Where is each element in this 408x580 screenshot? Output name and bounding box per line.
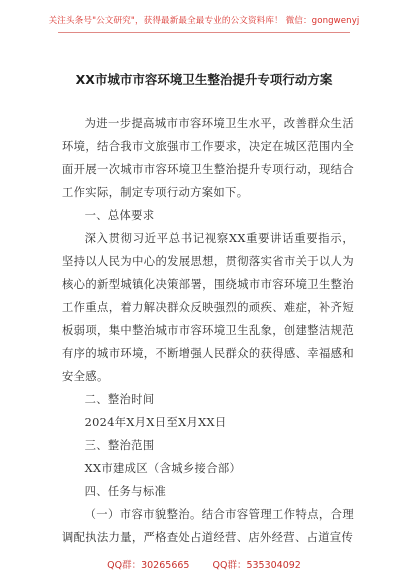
section-heading-general: 一、总体要求: [84, 209, 155, 222]
document-body: [62, 112, 354, 549]
header-notice: 关注头条号"公文研究"，获得最新最全最专业的公文资料库！ 微信：gongwenyj: [48, 16, 360, 26]
general-requirements-paragraph: 深入贯彻习近平总书记视察XX重要讲话重要指示，坚持以人民为中心的发展思想，贯彻落实省市关于以人为核心的新型城镇化决策部署，围绕城市市容环境卫生整治工作重点，着力解决群众反映强烈的顽疾、难症，补齐短板弱项，集中整治城市市容环境卫生乱象，创建整洁规范有序的城市环境，不断增强人民群众的获得感、幸福感和安全感。: [62, 232, 354, 383]
document-title: XX市城市市容环境卫生整治提升专项行动方案: [75, 72, 333, 87]
scope-paragraph: XX市建成区（含城乡接合部）: [84, 462, 242, 475]
section-heading-time: 二、整治时间: [84, 393, 155, 406]
intro-paragraph: 为进一步提高城市市容环境卫生水平，改善群众生活环境，结合我市文旅强市工作要求，决定在城区范围内全面开展一次城市市容环境卫生整治提升专项行动，现结合工作实际，制定专项行动方案如下。: [62, 117, 354, 199]
tasks-paragraph: （一）市容市貌整治。结合市容管理工作特点，合理调配执法力量，严格查处占道经营、店外经营、占道宣传: [62, 508, 354, 544]
section-heading-tasks: 四、任务与标准: [84, 485, 167, 498]
header-divider: [58, 32, 350, 33]
qq-group-2: QQ群：535304092: [212, 560, 301, 571]
footer-qq-groups: [0, 557, 408, 571]
section-heading-scope: 三、整治范围: [84, 439, 155, 452]
time-paragraph: 2024年X月X日至X月XX日: [84, 416, 227, 429]
qq-group-1: QQ群：30265665: [107, 560, 190, 571]
